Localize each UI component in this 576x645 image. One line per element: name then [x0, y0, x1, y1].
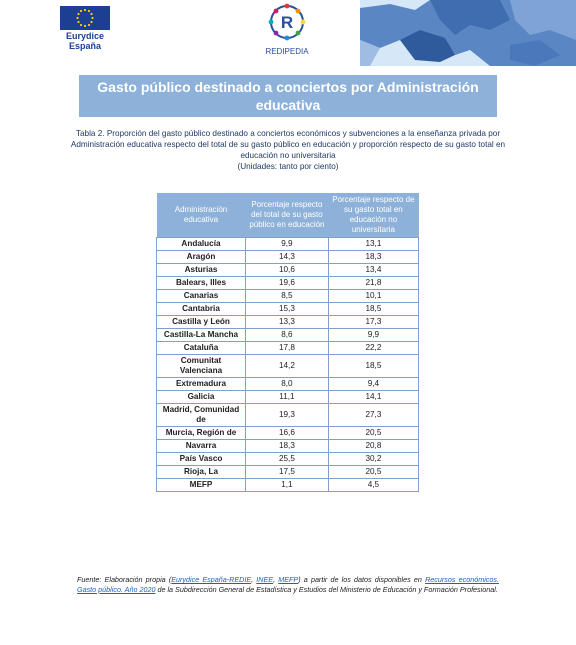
region-cell: Cantabria [157, 303, 246, 316]
units-note: (Unidades: tanto por ciento) [237, 162, 339, 171]
eu-flag-icon [60, 6, 110, 30]
pct-total-cell: 14,2 [246, 355, 329, 378]
table-row [157, 238, 419, 251]
page-header [0, 0, 576, 70]
region-cell: Castilla-La Mancha [157, 329, 246, 342]
pct-nonuniv-cell: 9,9 [328, 329, 418, 342]
table-row [157, 329, 419, 342]
eurydice-name [60, 31, 110, 51]
pct-total-cell: 16,6 [246, 427, 329, 440]
redipedia-label: REDIPEDIA [265, 47, 309, 56]
table-row [157, 342, 419, 355]
pct-total-cell: 17,5 [246, 466, 329, 479]
region-cell: Andalucía [157, 238, 246, 251]
source-link-recursos[interactable]: Recursos económicos. Gasto público. Año 2020 [77, 575, 499, 594]
pct-total-cell: 18,3 [246, 440, 329, 453]
region-cell: Comunitat Valenciana [157, 355, 246, 378]
table-row [157, 479, 419, 492]
table-row [157, 391, 419, 404]
europe-map-image [360, 0, 576, 66]
header-pct-nonuniv: Porcentaje respecto de su gasto total en educación no universitaria [328, 193, 418, 238]
pct-total-cell: 9,9 [246, 238, 329, 251]
pct-total-cell: 15,3 [246, 303, 329, 316]
pct-nonuniv-cell: 18,3 [328, 251, 418, 264]
table-header-row [157, 193, 419, 238]
header-admin: Administración educativa [157, 193, 246, 238]
data-table [156, 193, 419, 492]
table-row [157, 264, 419, 277]
region-cell: Aragón [157, 251, 246, 264]
table-row [157, 355, 419, 378]
region-cell: Madrid, Comunidad de [157, 404, 246, 427]
pct-nonuniv-cell: 10,1 [328, 290, 418, 303]
pct-total-cell: 1,1 [246, 479, 329, 492]
pct-nonuniv-cell: 13,1 [328, 238, 418, 251]
section-title-banner: Gasto público destinado a conciertos por Administración educativa [79, 75, 497, 117]
eurydice-logo[interactable] [60, 6, 110, 54]
pct-nonuniv-cell: 13,4 [328, 264, 418, 277]
svg-text:R: R [280, 13, 294, 32]
pct-total-cell: 8,6 [246, 329, 329, 342]
source-note [77, 575, 499, 594]
table-row [157, 427, 419, 440]
region-cell: Galicia [157, 391, 246, 404]
redipedia-icon [267, 2, 307, 42]
region-cell: Canarias [157, 290, 246, 303]
region-cell: Navarra [157, 440, 246, 453]
table-row [157, 277, 419, 290]
pct-nonuniv-cell: 20,5 [328, 466, 418, 479]
table-body [157, 238, 419, 492]
table-caption [70, 128, 506, 172]
pct-nonuniv-cell: 30,2 [328, 453, 418, 466]
region-cell: Castilla y León [157, 316, 246, 329]
region-cell: MEFP [157, 479, 246, 492]
pct-total-cell: 8,0 [246, 378, 329, 391]
pct-nonuniv-cell: 17,3 [328, 316, 418, 329]
source-link-eurydice[interactable]: Eurydice España-REDIE [171, 575, 252, 584]
region-cell: Murcia, Región de [157, 427, 246, 440]
region-cell: Extremadura [157, 378, 246, 391]
pct-total-cell: 10,6 [246, 264, 329, 277]
pct-nonuniv-cell: 9,4 [328, 378, 418, 391]
header-pct-total: Porcentaje respecto del total de su gasto público en educación [246, 193, 329, 238]
pct-nonuniv-cell: 27,3 [328, 404, 418, 427]
pct-total-cell: 19,3 [246, 404, 329, 427]
region-cell: Rioja, La [157, 466, 246, 479]
pct-nonuniv-cell: 14,1 [328, 391, 418, 404]
pct-total-cell: 25,5 [246, 453, 329, 466]
pct-total-cell: 8,5 [246, 290, 329, 303]
pct-nonuniv-cell: 20,5 [328, 427, 418, 440]
region-cell: Balears, Illes [157, 277, 246, 290]
table-row [157, 453, 419, 466]
table-row [157, 404, 419, 427]
pct-nonuniv-cell: 18,5 [328, 303, 418, 316]
table-row [157, 440, 419, 453]
source-prefix: Fuente: Elaboración propia ( [77, 575, 172, 584]
table-row [157, 303, 419, 316]
source-sep: , [273, 575, 279, 584]
source-mid: ) a partir de los datos disponibles en [298, 575, 426, 584]
region-cell: Asturias [157, 264, 246, 277]
caption-text: Tabla 2. Proporción del gasto público destinado a conciertos económicos y subvenciones a la enseñanza privada por Administración educativa respecto del total de su gasto público en educación y proporción respecto de su gasto total en educación no universitaria [70, 129, 506, 160]
pct-nonuniv-cell: 4,5 [328, 479, 418, 492]
pct-total-cell: 17,8 [246, 342, 329, 355]
pct-total-cell: 14,3 [246, 251, 329, 264]
eurydice-name-line2: España [68, 41, 101, 51]
table-row [157, 378, 419, 391]
pct-total-cell: 19,6 [246, 277, 329, 290]
pct-total-cell: 11,1 [246, 391, 329, 404]
source-link-inee[interactable]: INEE [256, 575, 274, 584]
pct-nonuniv-cell: 18,5 [328, 355, 418, 378]
pct-nonuniv-cell: 21,8 [328, 277, 418, 290]
table-row [157, 466, 419, 479]
source-sep: , [251, 575, 257, 584]
eurydice-name-line1: Eurydice [65, 31, 105, 41]
pct-nonuniv-cell: 22,2 [328, 342, 418, 355]
redipedia-logo[interactable] [262, 2, 312, 56]
source-suffix: de la Subdirección General de Estadística y Estudios del Ministerio de Educación y Formación Profesional. [155, 584, 498, 594]
source-link-mefp[interactable]: MEFP [278, 575, 299, 584]
region-cell: Cataluña [157, 342, 246, 355]
eurydice-small-text [60, 51, 110, 54]
pct-nonuniv-cell: 20,8 [328, 440, 418, 453]
table-row [157, 316, 419, 329]
table-row [157, 251, 419, 264]
table-row [157, 290, 419, 303]
region-cell: País Vasco [157, 453, 246, 466]
pct-total-cell: 13,3 [246, 316, 329, 329]
